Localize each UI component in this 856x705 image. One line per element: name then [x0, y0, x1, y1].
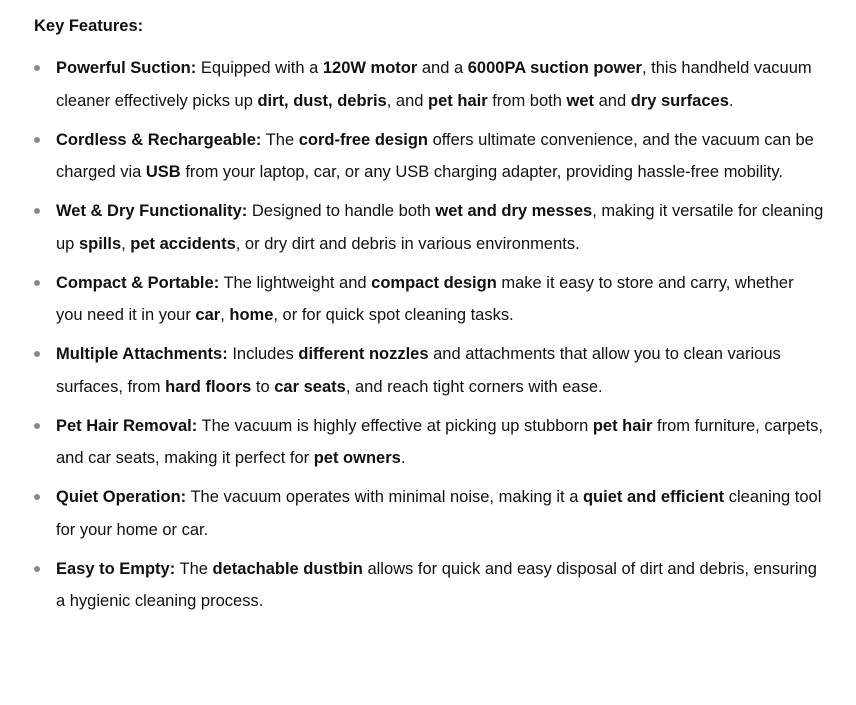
feature-highlight: car seats — [274, 377, 346, 396]
feature-text: , this handheld vacuum cleaner effectively picks up — [56, 59, 812, 110]
feature-highlight: pet hair — [428, 91, 488, 110]
feature-text: . — [400, 449, 406, 467]
feature-text: . — [728, 91, 734, 110]
bullet-icon — [34, 280, 40, 286]
feature-highlight: pet hair — [592, 416, 653, 435]
feature-text: from both — [487, 91, 567, 110]
feature-text: and — [594, 91, 631, 110]
feature-text: The lightweight and — [219, 273, 372, 292]
feature-text: The vacuum is highly effective at picking up stubborn — [197, 416, 593, 435]
feature-text: Equipped with a — [196, 59, 323, 77]
feature-text: The — [261, 130, 299, 149]
feature-highlight: cord-free design — [298, 130, 428, 149]
feature-text: make it easy to store and carry, whether you need it in your — [56, 273, 794, 324]
feature-item — [34, 338, 824, 403]
feature-list — [34, 52, 824, 618]
feature-text: offers ultimate convenience, and the vacuum can be charged via — [56, 130, 814, 181]
bullet-icon — [34, 351, 40, 357]
feature-highlight: hard floors — [165, 377, 252, 396]
feature-highlight: USB — [145, 163, 181, 181]
feature-item — [34, 195, 824, 260]
bullet-icon — [34, 137, 40, 143]
feature-highlight: different nozzles — [298, 345, 429, 363]
feature-highlight: 120W motor — [322, 59, 418, 77]
feature-title: Powerful Suction: — [56, 59, 197, 77]
feature-item — [34, 267, 824, 332]
bullet-icon — [34, 65, 40, 71]
feature-text: , and reach tight corners with ease. — [345, 377, 603, 396]
feature-title: Wet & Dry Functionality: — [56, 202, 248, 220]
feature-highlight: dry surfaces — [630, 91, 729, 110]
feature-title: Multiple Attachments: — [56, 345, 228, 363]
feature-text: , or dry dirt and debris in various environments. — [235, 234, 580, 253]
feature-text: , making it versatile for cleaning up — [56, 202, 824, 253]
feature-text: , or for quick spot cleaning tasks. — [273, 306, 514, 324]
feature-highlight: wet — [566, 91, 595, 110]
feature-text: and attachments that allow you to clean various surfaces, from — [56, 345, 781, 396]
feature-text: to — [251, 377, 275, 396]
feature-title: Quiet Operation: — [56, 488, 187, 506]
bullet-icon — [34, 208, 40, 214]
feature-highlight: wet and dry messes — [435, 202, 593, 220]
section-heading: Key Features: — [34, 17, 144, 35]
feature-text: , and — [386, 91, 429, 110]
bullet-icon — [34, 494, 40, 500]
feature-item — [34, 124, 824, 189]
feature-highlight: detachable dustbin — [212, 559, 363, 578]
bullet-icon — [34, 566, 40, 572]
feature-item — [34, 52, 824, 117]
feature-text: The — [175, 559, 213, 578]
feature-item — [34, 553, 824, 618]
feature-highlight: 6000PA suction power — [467, 59, 642, 77]
feature-text: from furniture, carpets, and car seats, making it perfect for — [56, 416, 824, 467]
bullet-icon — [34, 423, 40, 429]
feature-title: Easy to Empty: — [56, 559, 176, 578]
feature-highlight: pet owners — [313, 449, 401, 467]
feature-highlight: home — [229, 306, 274, 324]
feature-text: allows for quick and easy disposal of dirt and debris, ensuring a hygienic cleaning process. — [56, 559, 817, 610]
feature-text: , — [121, 234, 131, 253]
feature-text: from your laptop, car, or any USB charging adapter, providing hassle-free mobility. — [180, 163, 783, 181]
feature-text: Designed to handle both — [247, 202, 436, 220]
feature-title: Pet Hair Removal: — [56, 416, 198, 435]
feature-highlight: car — [195, 306, 221, 324]
feature-title: Compact & Portable: — [56, 273, 220, 292]
feature-item — [34, 481, 824, 546]
feature-title: Cordless & Rechargeable: — [56, 130, 262, 149]
feature-text: The vacuum operates with minimal noise, making it a — [186, 488, 583, 506]
feature-highlight: dirt, dust, debris — [257, 91, 387, 110]
feature-text: and a — [417, 59, 468, 77]
feature-highlight: quiet and efficient — [582, 488, 725, 506]
feature-item — [34, 410, 824, 475]
feature-text: , — [220, 306, 230, 324]
feature-highlight: compact design — [371, 273, 497, 292]
feature-highlight: pet accidents — [130, 234, 236, 253]
feature-text: cleaning tool for your home or car. — [56, 488, 822, 539]
feature-highlight: spills — [78, 234, 122, 253]
feature-text: Includes — [227, 345, 299, 363]
